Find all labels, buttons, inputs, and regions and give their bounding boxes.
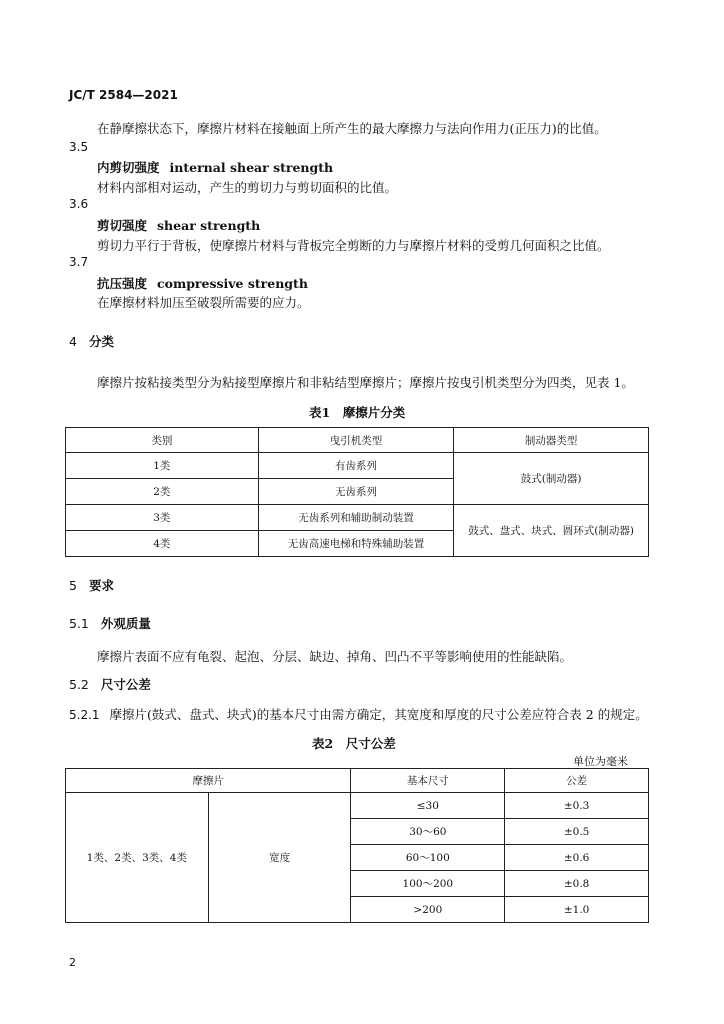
- subsection-heading: [69, 614, 151, 632]
- tolerance-table: [65, 768, 649, 923]
- table-header-cell: 制动器类型: [454, 428, 649, 453]
- section-title: 要求: [88, 578, 114, 593]
- table-header-cell: 基本尺寸: [351, 769, 505, 793]
- section-heading: [69, 576, 114, 594]
- term-zh: 剪切强度: [97, 218, 148, 233]
- section-title: 外观质量: [100, 616, 151, 631]
- table-cell: 无齿高速电梯和特殊辅助装置: [258, 531, 454, 557]
- section-number: 4: [69, 334, 77, 349]
- table-cell: 3类: [66, 505, 259, 531]
- page-number: 2: [69, 956, 76, 969]
- term-en: internal shear strength: [169, 160, 334, 175]
- table-cell: 宽度: [208, 793, 351, 923]
- table-header-cell: 摩擦片: [66, 769, 351, 793]
- subsection-heading: [69, 675, 151, 693]
- paragraph: [69, 705, 648, 723]
- clause-number: 5.2.1: [69, 708, 100, 722]
- section-heading: [69, 332, 114, 350]
- section-number: 5.1: [69, 616, 89, 631]
- table-cell: ±0.8: [505, 871, 649, 897]
- table-header-cell: 公差: [505, 769, 649, 793]
- definition-text: 剪切力平行于背板，使摩擦片材料与背板完全剪断的力与摩擦片材料的受剪几何面积之比值。: [97, 238, 610, 253]
- term-zh: 内剪切强度: [97, 160, 160, 175]
- clause-text: 摩擦片(鼓式、盘式、块式)的基本尺寸由需方确定，其宽度和厚度的尺寸公差应符合表 2 的规定。: [109, 707, 648, 722]
- paragraph: 摩擦片表面不应有龟裂、起泡、分层、缺边、掉角、凹凸不平等影响使用的性能缺陷。: [97, 649, 573, 664]
- table-cell: 无齿系列和辅助制动装置: [258, 505, 454, 531]
- definition-text: 在静摩擦状态下，摩擦片材料在接触面上所产生的最大摩擦力与法向作用力(正压力)的比值。: [97, 121, 607, 136]
- table-cell: 60～100: [351, 845, 505, 871]
- table-cell: 鼓式、盘式、块式、圆环式(制动器): [454, 505, 649, 557]
- unit-note: 单位为毫米: [573, 755, 628, 768]
- term-heading: [97, 274, 308, 292]
- clause-number: 3.6: [69, 197, 89, 211]
- table-cell: 无齿系列: [258, 479, 454, 505]
- table-cell: >200: [351, 897, 505, 923]
- table-cell: 2类: [66, 479, 259, 505]
- clause-number: 3.7: [69, 255, 89, 269]
- classification-table: [65, 427, 649, 557]
- section-number: 5.2: [69, 677, 89, 692]
- table-cell: 1类、2类、3类、4类: [66, 793, 209, 923]
- table-cell: ≤30: [351, 793, 505, 819]
- term-heading: [97, 158, 333, 176]
- clause-number: 3.5: [69, 140, 89, 154]
- table-cell: ±0.5: [505, 819, 649, 845]
- definition-text: 材料内部相对运动，产生的剪切力与剪切面积的比值。: [97, 180, 398, 195]
- term-heading: [97, 216, 260, 234]
- table-cell: 30～60: [351, 819, 505, 845]
- table-caption: 表2 尺寸公差: [312, 736, 396, 751]
- definition-text: 在摩擦材料加压至破裂所需要的应力。: [97, 295, 310, 310]
- table-cell: ±0.3: [505, 793, 649, 819]
- table-header-cell: 类别: [66, 428, 259, 453]
- section-title: 尺寸公差: [100, 677, 151, 692]
- document-id: JC/T 2584—2021: [69, 88, 178, 102]
- table-caption: 表1 摩擦片分类: [309, 405, 406, 420]
- table-cell: ±0.6: [505, 845, 649, 871]
- table-cell: 有齿系列: [258, 453, 454, 479]
- term-en: shear strength: [157, 218, 261, 233]
- table-cell: 100～200: [351, 871, 505, 897]
- term-zh: 抗压强度: [97, 276, 148, 291]
- term-en: compressive strength: [157, 276, 308, 291]
- section-number: 5: [69, 578, 77, 593]
- section-title: 分类: [88, 334, 114, 349]
- paragraph: 摩擦片按粘接类型分为粘接型摩擦片和非粘结型摩擦片；摩擦片按曳引机类型分为四类，见表 1。: [97, 375, 634, 390]
- table-cell: ±1.0: [505, 897, 649, 923]
- table-cell: 鼓式(制动器): [454, 453, 649, 505]
- table-cell: 1类: [66, 453, 259, 479]
- table-header-cell: 曳引机类型: [258, 428, 454, 453]
- table-cell: 4类: [66, 531, 259, 557]
